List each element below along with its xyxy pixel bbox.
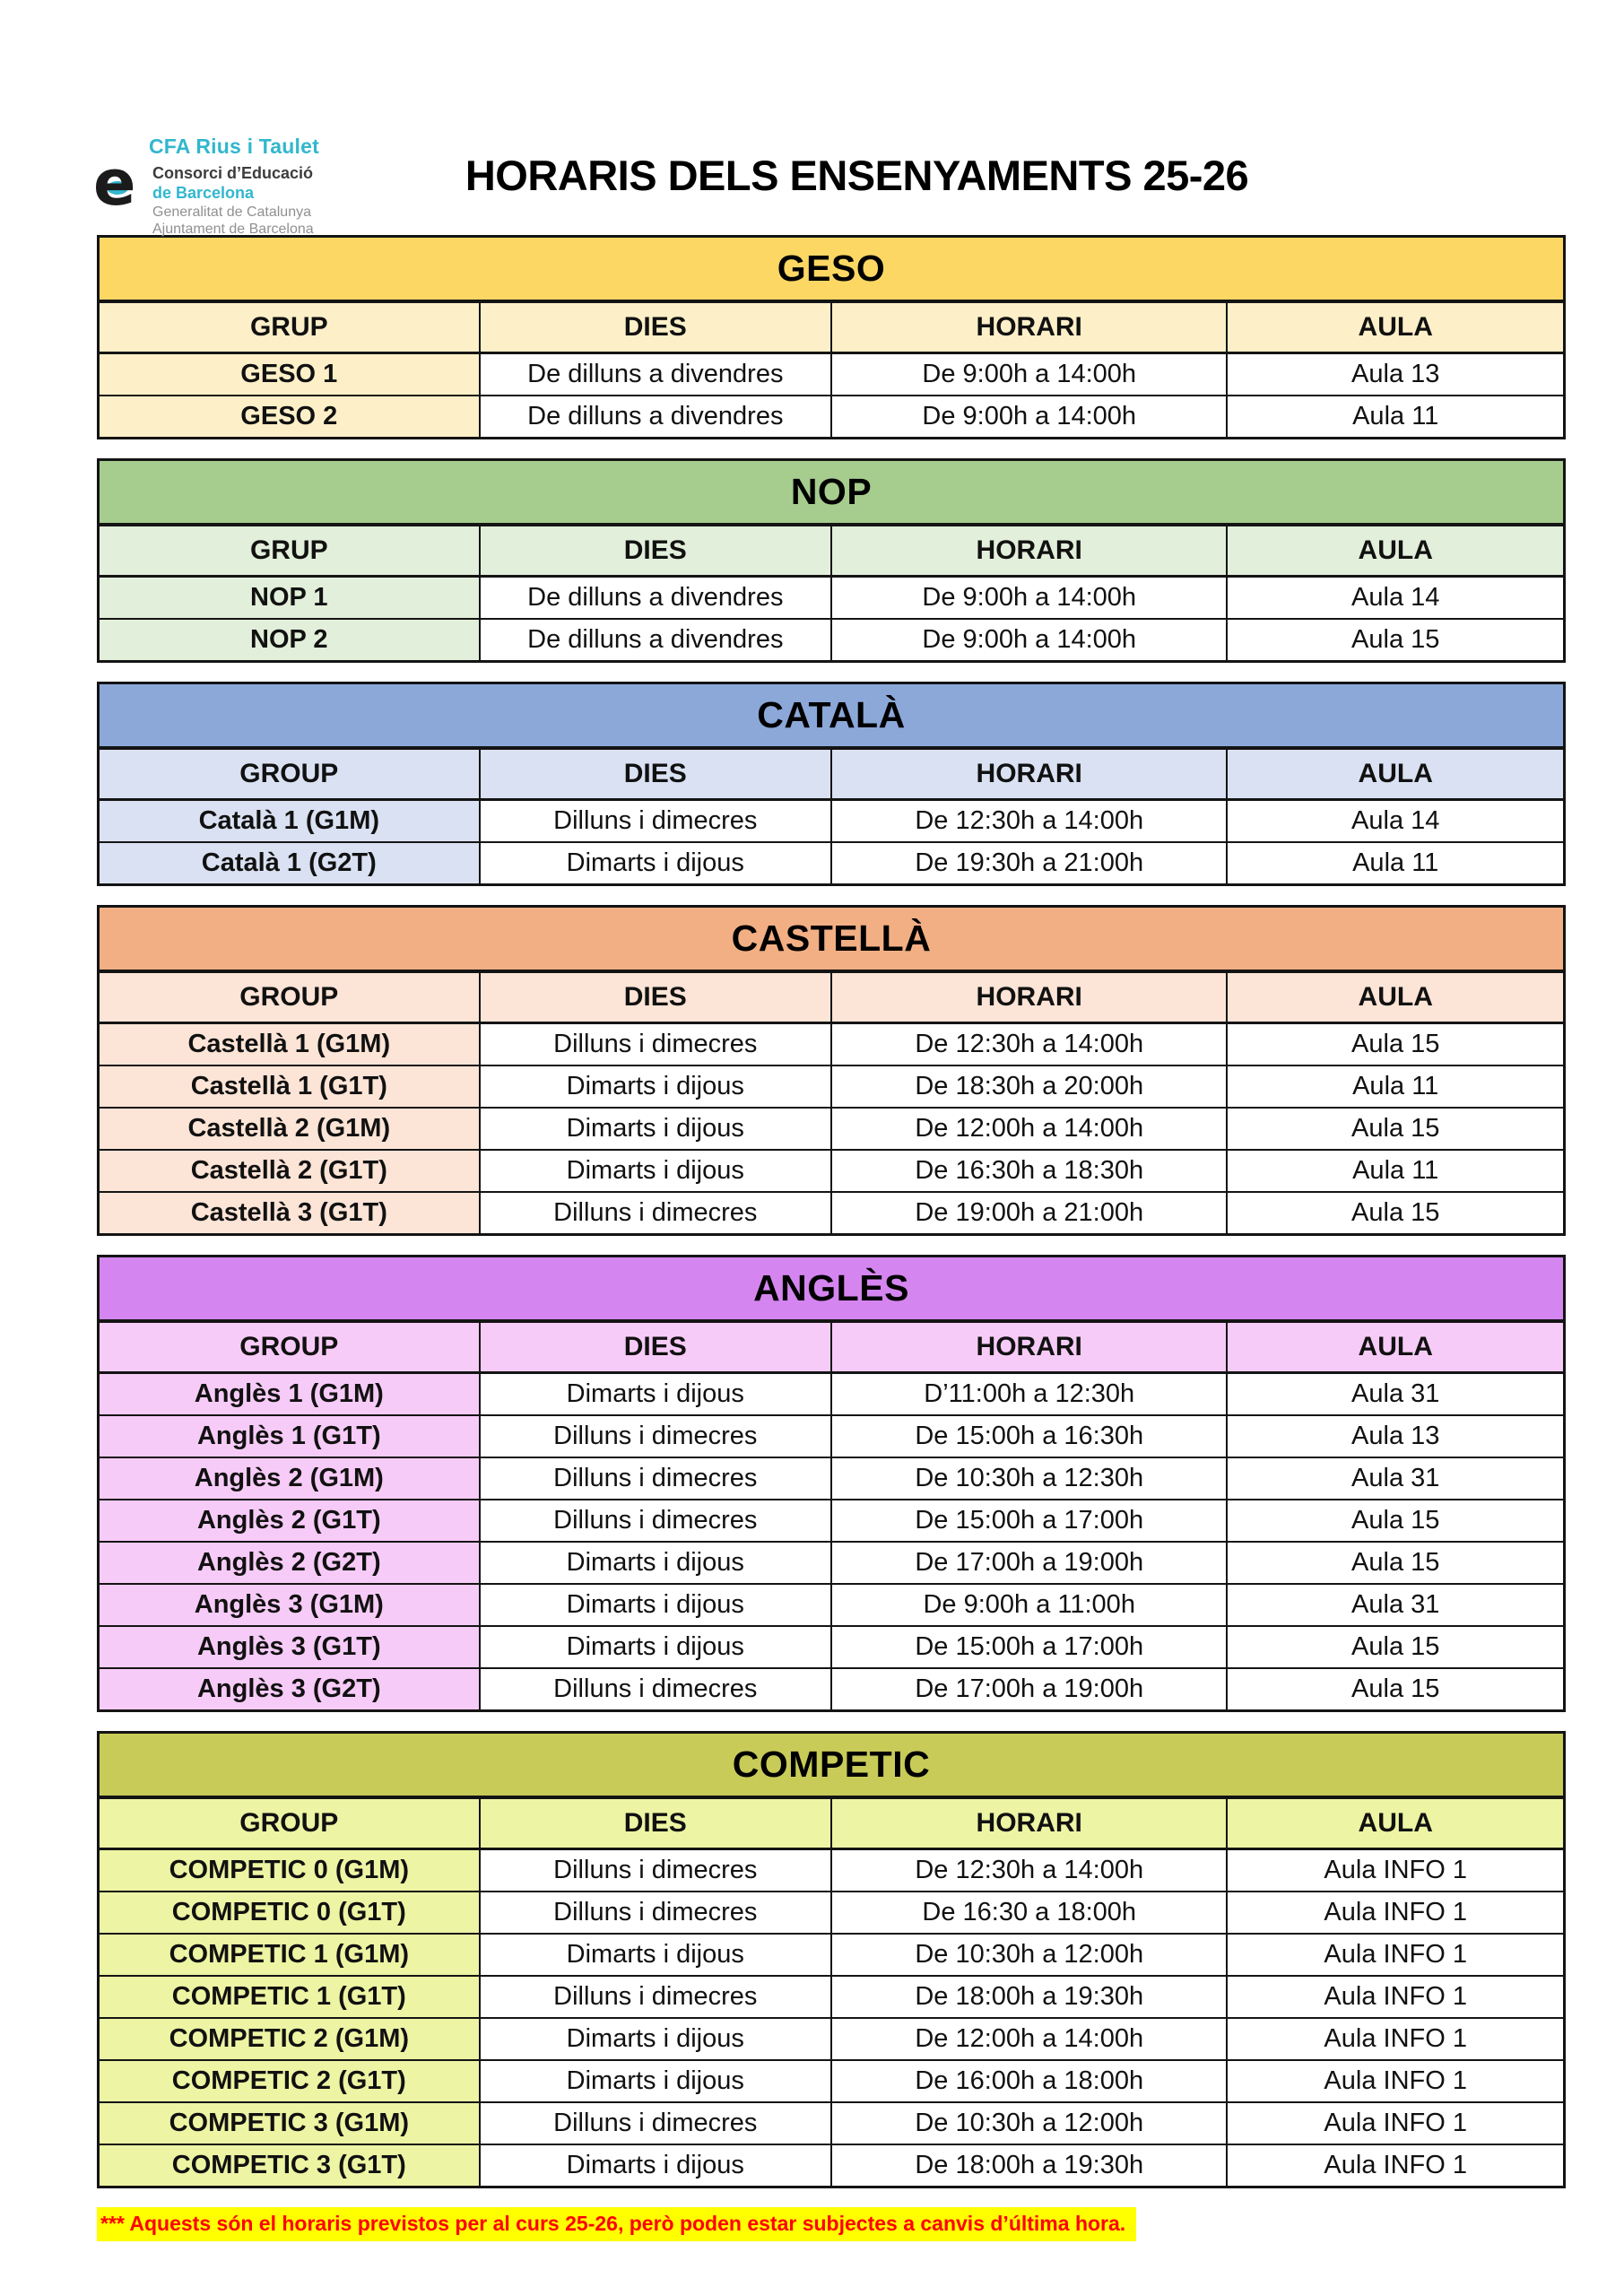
cell-dies: Dilluns i dimecres	[480, 1415, 831, 1457]
cell-horari: De 19:30h a 21:00h	[831, 842, 1227, 885]
header-row	[99, 1797, 1565, 1849]
cell-group: Anglès 3 (G1M)	[99, 1584, 480, 1626]
cell-dies: Dilluns i dimecres	[480, 1849, 831, 1892]
cell-horari: De 12:30h a 14:00h	[831, 800, 1227, 843]
table-angles	[97, 1255, 1566, 1712]
cell-horari: D’11:00h a 12:30h	[831, 1373, 1227, 1416]
cell-horari: De 19:00h a 21:00h	[831, 1192, 1227, 1235]
cell-aula: Aula 11	[1227, 396, 1564, 439]
table-catala	[97, 682, 1566, 886]
cell-horari: De 10:30h a 12:00h	[831, 2102, 1227, 2144]
document-header	[0, 0, 1624, 238]
col-header-aula: AULA	[1227, 971, 1564, 1023]
cell-group: GESO 2	[99, 396, 480, 439]
col-header-group: GROUP	[99, 1797, 480, 1849]
table-title-geso: GESO	[99, 237, 1565, 302]
table-row	[99, 1023, 1565, 1066]
cell-horari: De 18:00h a 19:30h	[831, 1976, 1227, 2018]
table-row	[99, 1500, 1565, 1542]
cell-horari: De 10:30h a 12:00h	[831, 1934, 1227, 1976]
table-title-castella: CASTELLÀ	[99, 907, 1565, 972]
cell-group: NOP 1	[99, 577, 480, 620]
table-row	[99, 1849, 1565, 1892]
cell-horari: De 12:00h a 14:00h	[831, 1108, 1227, 1150]
cell-horari: De 12:30h a 14:00h	[831, 1023, 1227, 1066]
col-header-dies: DIES	[480, 971, 831, 1023]
col-header-aula: AULA	[1227, 525, 1564, 577]
table-row	[99, 1668, 1565, 1711]
cell-aula: Aula 15	[1227, 619, 1564, 662]
cell-horari: De 12:30h a 14:00h	[831, 1849, 1227, 1892]
tables-container	[97, 235, 1566, 2241]
table-competic	[97, 1731, 1566, 2188]
cell-aula: Aula 31	[1227, 1457, 1564, 1500]
cell-dies: De dilluns a divendres	[480, 396, 831, 439]
cell-aula: Aula 13	[1227, 353, 1564, 396]
cell-aula: Aula 15	[1227, 1192, 1564, 1235]
logo-org-text	[152, 164, 314, 239]
table-row	[99, 1457, 1565, 1500]
cell-aula: Aula INFO 1	[1227, 2018, 1564, 2060]
cell-dies: Dilluns i dimecres	[480, 1457, 831, 1500]
cell-aula: Aula 14	[1227, 800, 1564, 843]
cell-group: Castellà 3 (G1T)	[99, 1192, 480, 1235]
footer-disclaimer: *** Aquests són el horaris previstos per al curs 25-26, però poden estar subjectes a canvis d’última hora.	[97, 2207, 1136, 2241]
cell-aula: Aula 11	[1227, 842, 1564, 885]
col-header-horari: HORARI	[831, 525, 1227, 577]
cell-horari: De 17:00h a 19:00h	[831, 1542, 1227, 1584]
cell-group: Castellà 1 (G1T)	[99, 1065, 480, 1108]
cell-dies: De dilluns a divendres	[480, 353, 831, 396]
table-geso	[97, 235, 1566, 439]
cell-group: Català 1 (G1M)	[99, 800, 480, 843]
cell-aula: Aula 15	[1227, 1108, 1564, 1150]
col-header-aula: AULA	[1227, 748, 1564, 800]
cell-dies: Dilluns i dimecres	[480, 1192, 831, 1235]
cell-dies: De dilluns a divendres	[480, 619, 831, 662]
col-header-grup: GRUP	[99, 525, 480, 577]
table-row	[99, 1192, 1565, 1235]
cell-dies: Dilluns i dimecres	[480, 2102, 831, 2144]
cell-dies: Dilluns i dimecres	[480, 800, 831, 843]
header-row	[99, 301, 1565, 353]
cell-aula: Aula INFO 1	[1227, 1849, 1564, 1892]
col-header-aula: AULA	[1227, 1797, 1564, 1849]
table-row	[99, 2018, 1565, 2060]
cell-aula: Aula 15	[1227, 1500, 1564, 1542]
table-row	[99, 1108, 1565, 1150]
cell-dies: De dilluns a divendres	[480, 577, 831, 620]
cell-group: Anglès 2 (G2T)	[99, 1542, 480, 1584]
cell-dies: Dilluns i dimecres	[480, 1668, 831, 1711]
table-row	[99, 2144, 1565, 2187]
consorci-e-logo-icon	[93, 146, 143, 222]
cell-aula: Aula 13	[1227, 1415, 1564, 1457]
cell-group: GESO 1	[99, 353, 480, 396]
cell-aula: Aula 14	[1227, 577, 1564, 620]
col-header-dies: DIES	[480, 1797, 831, 1849]
cell-group: Castellà 1 (G1M)	[99, 1023, 480, 1066]
col-header-horari: HORARI	[831, 971, 1227, 1023]
table-row	[99, 396, 1565, 439]
cell-dies: Dilluns i dimecres	[480, 1500, 831, 1542]
table-row	[99, 1934, 1565, 1976]
col-header-horari: HORARI	[831, 1797, 1227, 1849]
logo-org-line1: Consorci d’Educació	[152, 164, 314, 182]
cell-aula: Aula 15	[1227, 1668, 1564, 1711]
logo-org-line2: de Barcelona	[152, 183, 255, 202]
cell-horari: De 15:00h a 17:00h	[831, 1500, 1227, 1542]
table-row	[99, 1626, 1565, 1668]
cell-group: COMPETIC 2 (G1M)	[99, 2018, 480, 2060]
cell-aula: Aula INFO 1	[1227, 2060, 1564, 2102]
col-header-dies: DIES	[480, 525, 831, 577]
table-title-catala: CATALÀ	[99, 683, 1565, 749]
cell-aula: Aula INFO 1	[1227, 1934, 1564, 1976]
col-header-aula: AULA	[1227, 1321, 1564, 1373]
cell-group: COMPETIC 1 (G1M)	[99, 1934, 480, 1976]
cell-aula: Aula 15	[1227, 1542, 1564, 1584]
cell-group: Anglès 2 (G1T)	[99, 1500, 480, 1542]
table-row	[99, 619, 1565, 662]
cell-group: Castellà 2 (G1M)	[99, 1108, 480, 1150]
logo-school-name: CFA Rius i Taulet	[149, 135, 319, 158]
cell-aula: Aula INFO 1	[1227, 2102, 1564, 2144]
logo-org-line4: Ajuntament de Barcelona	[152, 222, 314, 238]
cell-aula: Aula 11	[1227, 1150, 1564, 1192]
cell-group: Anglès 3 (G1T)	[99, 1626, 480, 1668]
table-row	[99, 842, 1565, 885]
col-header-horari: HORARI	[831, 748, 1227, 800]
cell-group: Anglès 1 (G1T)	[99, 1415, 480, 1457]
cell-horari: De 15:00h a 16:30h	[831, 1415, 1227, 1457]
col-header-horari: HORARI	[831, 301, 1227, 353]
cell-aula: Aula 31	[1227, 1584, 1564, 1626]
cell-group: COMPETIC 3 (G1T)	[99, 2144, 480, 2187]
cell-group: COMPETIC 0 (G1M)	[99, 1849, 480, 1892]
cell-dies: Dimarts i dijous	[480, 1934, 831, 1976]
col-header-horari: HORARI	[831, 1321, 1227, 1373]
cell-group: COMPETIC 3 (G1M)	[99, 2102, 480, 2144]
cell-group: COMPETIC 1 (G1T)	[99, 1976, 480, 2018]
logo-org-line3: Generalitat de Catalunya	[152, 204, 311, 220]
table-row	[99, 1415, 1565, 1457]
cell-horari: De 15:00h a 17:00h	[831, 1626, 1227, 1668]
cell-aula: Aula 11	[1227, 1065, 1564, 1108]
logo-e-glyph: e	[93, 146, 136, 220]
cell-aula: Aula 31	[1227, 1373, 1564, 1416]
table-title-nop: NOP	[99, 460, 1565, 526]
cell-horari: De 9:00h a 14:00h	[831, 396, 1227, 439]
table-row	[99, 2060, 1565, 2102]
cell-dies: Dimarts i dijous	[480, 1108, 831, 1150]
header-row	[99, 971, 1565, 1023]
cell-horari: De 16:00h a 18:00h	[831, 2060, 1227, 2102]
table-row	[99, 577, 1565, 620]
table-row	[99, 1065, 1565, 1108]
header-row	[99, 525, 1565, 577]
cell-dies: Dilluns i dimecres	[480, 1976, 831, 2018]
cell-horari: De 18:30h a 20:00h	[831, 1065, 1227, 1108]
cell-dies: Dimarts i dijous	[480, 2060, 831, 2102]
table-row	[99, 1373, 1565, 1416]
table-row	[99, 1584, 1565, 1626]
col-header-group: GROUP	[99, 971, 480, 1023]
cell-horari: De 9:00h a 11:00h	[831, 1584, 1227, 1626]
table-title-angles: ANGLÈS	[99, 1257, 1565, 1322]
cell-horari: De 9:00h a 14:00h	[831, 353, 1227, 396]
table-row	[99, 800, 1565, 843]
cell-dies: Dimarts i dijous	[480, 1626, 831, 1668]
cell-aula: Aula INFO 1	[1227, 2144, 1564, 2187]
cell-group: COMPETIC 0 (G1T)	[99, 1892, 480, 1934]
cell-aula: Aula 15	[1227, 1626, 1564, 1668]
cell-group: Català 1 (G2T)	[99, 842, 480, 885]
col-header-grup: GRUP	[99, 301, 480, 353]
table-nop	[97, 458, 1566, 663]
cell-group: Anglès 3 (G2T)	[99, 1668, 480, 1711]
cell-dies: Dilluns i dimecres	[480, 1892, 831, 1934]
cell-horari: De 17:00h a 19:00h	[831, 1668, 1227, 1711]
cell-horari: De 18:00h a 19:30h	[831, 2144, 1227, 2187]
cell-horari: De 9:00h a 14:00h	[831, 577, 1227, 620]
header-row	[99, 1321, 1565, 1373]
cell-group: Castellà 2 (G1T)	[99, 1150, 480, 1192]
cell-group: NOP 2	[99, 619, 480, 662]
cell-group: Anglès 1 (G1M)	[99, 1373, 480, 1416]
table-title-competic: COMPETIC	[99, 1733, 1565, 1798]
table-castella	[97, 905, 1566, 1236]
cell-horari: De 16:30 a 18:00h	[831, 1892, 1227, 1934]
cell-dies: Dilluns i dimecres	[480, 1023, 831, 1066]
col-header-group: GROUP	[99, 1321, 480, 1373]
table-row	[99, 1542, 1565, 1584]
col-header-dies: DIES	[480, 1321, 831, 1373]
cell-dies: Dimarts i dijous	[480, 1150, 831, 1192]
cell-horari: De 10:30h a 12:30h	[831, 1457, 1227, 1500]
page-title: HORARIS DELS ENSENYAMENTS 25-26	[465, 152, 1249, 199]
cell-dies: Dimarts i dijous	[480, 2144, 831, 2187]
table-row	[99, 353, 1565, 396]
cell-group: COMPETIC 2 (G1T)	[99, 2060, 480, 2102]
col-header-dies: DIES	[480, 301, 831, 353]
table-row	[99, 1892, 1565, 1934]
cell-horari: De 9:00h a 14:00h	[831, 619, 1227, 662]
cell-dies: Dimarts i dijous	[480, 1542, 831, 1584]
col-header-group: GROUP	[99, 748, 480, 800]
cell-dies: Dimarts i dijous	[480, 842, 831, 885]
cell-dies: Dimarts i dijous	[480, 1373, 831, 1416]
header-row	[99, 748, 1565, 800]
cell-aula: Aula 15	[1227, 1023, 1564, 1066]
cell-horari: De 16:30h a 18:30h	[831, 1150, 1227, 1192]
cell-dies: Dimarts i dijous	[480, 1584, 831, 1626]
table-row	[99, 2102, 1565, 2144]
table-row	[99, 1976, 1565, 2018]
col-header-aula: AULA	[1227, 301, 1564, 353]
cell-horari: De 12:00h a 14:00h	[831, 2018, 1227, 2060]
cell-aula: Aula INFO 1	[1227, 1976, 1564, 2018]
cell-dies: Dimarts i dijous	[480, 1065, 831, 1108]
cell-group: Anglès 2 (G1M)	[99, 1457, 480, 1500]
cell-dies: Dimarts i dijous	[480, 2018, 831, 2060]
table-row	[99, 1150, 1565, 1192]
cell-aula: Aula INFO 1	[1227, 1892, 1564, 1934]
col-header-dies: DIES	[480, 748, 831, 800]
